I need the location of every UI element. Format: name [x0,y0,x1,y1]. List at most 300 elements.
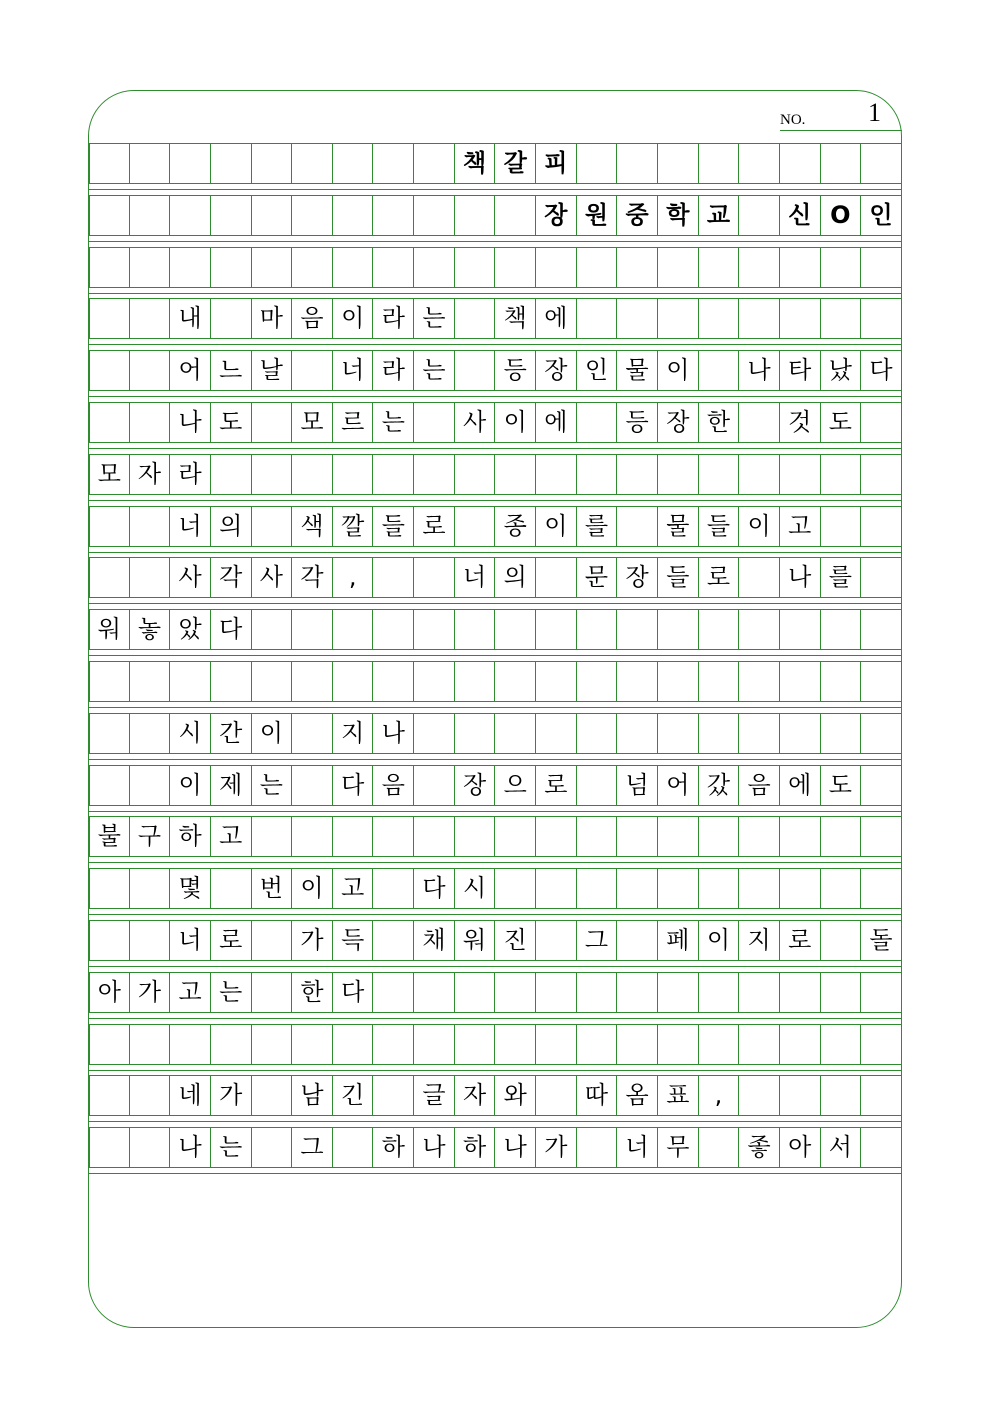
grid-line [89,805,902,806]
grid-cell [89,298,130,338]
grid-cell [699,454,740,494]
grid-cell: 에 [536,298,577,338]
grid-cell [252,1075,293,1115]
grid-cell: 가 [130,972,171,1012]
grid-cell: 것 [780,402,821,442]
grid-cell [577,816,618,856]
grid-line [89,287,902,288]
grid-cell: 들 [699,506,740,546]
grid-cell: 진 [495,920,536,960]
grid-line [89,552,902,553]
grid-cell [739,195,780,235]
grid-cell [780,713,821,753]
grid-cell [130,765,171,805]
grid-cell [780,1075,821,1115]
grid-cell: 등 [617,402,658,442]
grid-cell [292,765,333,805]
grid-cell [252,1127,293,1167]
grid-cell [373,557,414,597]
grid-cell [211,868,252,908]
grid-cell [455,816,496,856]
grid-cell: 사 [455,402,496,442]
grid-cell [333,247,374,287]
grid-cell [658,816,699,856]
grid-cell: 에 [536,402,577,442]
grid-cell [658,661,699,701]
grid-cell [89,1024,130,1064]
grid-cell: 그 [292,1127,333,1167]
grid-cell: 모 [89,454,130,494]
grid-cell [211,1024,252,1064]
grid-cell: 타 [780,350,821,390]
grid-cell [536,454,577,494]
grid-line [89,189,902,190]
grid-cell [170,143,211,183]
grid-cell [292,609,333,649]
grid-cell: 학 [658,195,699,235]
grid-cell [495,713,536,753]
grid-cell [414,143,455,183]
grid-cell [89,1127,130,1167]
grid-cell: 도 [821,765,862,805]
grid-cell: 아 [780,1127,821,1167]
grid-cell [414,557,455,597]
grid-cell: 으 [495,765,536,805]
grid-cell [739,1024,780,1064]
grid-cell [739,557,780,597]
grid-cell [577,298,618,338]
grid-cell [455,454,496,494]
grid-row [89,454,902,494]
grid-cell: 라 [170,454,211,494]
grid-cell [414,713,455,753]
grid-cell: 다 [861,350,902,390]
grid-cell [455,298,496,338]
grid-cell [739,661,780,701]
grid-cell [861,506,902,546]
grid-cell [455,713,496,753]
grid-cell [577,765,618,805]
grid-cell [577,1024,618,1064]
grid-cell: 고 [170,972,211,1012]
grid-cell [699,972,740,1012]
grid-cell: 깔 [333,506,374,546]
grid-cell: 번 [252,868,293,908]
grid-row [89,816,902,856]
grid-cell [373,1075,414,1115]
grid-cell [292,454,333,494]
grid-cell [130,195,171,235]
grid-cell [617,920,658,960]
grid-line [89,390,902,391]
grid-cell: 워 [455,920,496,960]
grid-line [89,914,902,915]
grid-cell [699,1127,740,1167]
grid-cell [536,816,577,856]
grid-cell: 돌 [861,920,902,960]
grid-cell [89,713,130,753]
grid-line [89,546,902,547]
grid-line [89,960,902,961]
grid-row [89,765,902,805]
grid-cell: 장 [658,402,699,442]
grid-cell: 고 [211,816,252,856]
grid-cell: 가 [536,1127,577,1167]
grid-cell [373,920,414,960]
grid-cell [739,298,780,338]
grid-cell [333,661,374,701]
grid-cell [699,661,740,701]
grid-cell: 가 [211,1075,252,1115]
grid-cell [536,247,577,287]
grid-cell: 이 [699,920,740,960]
grid-cell [414,765,455,805]
grid-cell: 지 [739,920,780,960]
grid-cell [821,1024,862,1064]
grid-cell: 몇 [170,868,211,908]
grid-cell: 로 [699,557,740,597]
grid-cell: 났 [821,350,862,390]
grid-cell [414,402,455,442]
grid-cell: 너 [617,1127,658,1167]
grid-row [89,1024,902,1064]
grid-cell [861,1024,902,1064]
grid-cell [211,454,252,494]
grid-cell: 이 [292,868,333,908]
grid-line [89,494,902,495]
grid-cell: 이 [252,713,293,753]
grid-cell [536,920,577,960]
grid-cell: 사 [252,557,293,597]
grid-cell [780,247,821,287]
grid-cell [373,972,414,1012]
grid-cell [536,972,577,1012]
grid-cell [658,868,699,908]
grid-cell: 무 [658,1127,699,1167]
grid-cell: 채 [414,920,455,960]
grid-line [89,442,902,443]
grid-row [89,972,902,1012]
grid-cell [861,816,902,856]
grid-cell [130,402,171,442]
grid-cell: 남 [292,1075,333,1115]
grid-cell: 장 [536,195,577,235]
grid-cell [495,972,536,1012]
grid-cell [373,661,414,701]
grid-cell [211,195,252,235]
grid-cell: 각 [211,557,252,597]
grid-cell [211,298,252,338]
grid-row [89,661,902,701]
grid-cell: 를 [577,506,618,546]
page-number-area [780,98,904,134]
grid-cell: 로 [211,920,252,960]
grid-cell: 신 [780,195,821,235]
grid-cell: 의 [495,557,536,597]
grid-cell: 았 [170,609,211,649]
grid-cell [373,247,414,287]
grid-cell [414,1024,455,1064]
grid-cell [617,298,658,338]
grid-cell: 모 [292,402,333,442]
grid-cell [373,1024,414,1064]
grid-cell: 너 [170,920,211,960]
grid-cell: 나 [414,1127,455,1167]
grid-cell [414,972,455,1012]
grid-cell: 음 [373,765,414,805]
grid-cell: 워 [89,609,130,649]
grid-cell [861,1075,902,1115]
grid-cell: 는 [414,298,455,338]
grid-cell [536,661,577,701]
grid-cell: 시 [455,868,496,908]
grid-line [89,1012,902,1013]
grid-cell: 아 [89,972,130,1012]
grid-cell: 다 [414,868,455,908]
grid-cell [821,713,862,753]
grid-line [89,396,902,397]
grid-cell [536,1075,577,1115]
page-number-underline [780,130,902,131]
grid-line [89,1173,902,1174]
grid-cell: 너 [455,557,496,597]
grid-cell: 서 [821,1127,862,1167]
grid-cell [577,454,618,494]
grid-cell: 글 [414,1075,455,1115]
grid-cell: 중 [617,195,658,235]
grid-cell [699,816,740,856]
grid-cell: 득 [333,920,374,960]
grid-cell: 이 [333,298,374,338]
grid-cell [617,868,658,908]
grid-cell: 장 [617,557,658,597]
grid-cell [861,868,902,908]
grid-cell [821,1075,862,1115]
grid-cell [414,609,455,649]
grid-cell [699,247,740,287]
grid-cell: 좋 [739,1127,780,1167]
grid-cell [739,1075,780,1115]
grid-cell [821,868,862,908]
grid-row [89,609,902,649]
grid-cell: 느 [211,350,252,390]
grid-cell [333,195,374,235]
grid-cell: 놓 [130,609,171,649]
grid-cell [211,661,252,701]
grid-line [89,908,902,909]
grid-line [89,856,902,857]
grid-line [89,344,902,345]
grid-cell: 고 [780,506,821,546]
grid-cell [414,247,455,287]
grid-cell [292,247,333,287]
grid-line [89,966,902,967]
grid-cell [333,1024,374,1064]
grid-cell [495,816,536,856]
grid-cell: 도 [821,402,862,442]
grid-cell: 갔 [699,765,740,805]
grid-line [89,862,902,863]
grid-cell [130,1127,171,1167]
grid-cell: 나 [373,713,414,753]
grid-cell [130,506,171,546]
grid-cell [89,661,130,701]
grid-cell [821,143,862,183]
grid-cell: 어 [658,765,699,805]
grid-cell: 는 [252,765,293,805]
grid-row [89,713,902,753]
grid-cell [252,609,293,649]
grid-line [89,753,902,754]
grid-cell [292,195,333,235]
grid-cell [130,713,171,753]
grid-cell: O [821,195,862,235]
grid-cell [495,868,536,908]
grid-line [89,235,902,236]
grid-line [89,701,902,702]
grid-cell [821,454,862,494]
grid-cell [373,868,414,908]
grid-cell [577,143,618,183]
grid-cell [861,557,902,597]
grid-cell [130,920,171,960]
grid-cell: 나 [170,1127,211,1167]
grid-line [89,603,902,604]
grid-cell: 페 [658,920,699,960]
grid-row [89,298,902,338]
grid-cell: 긴 [333,1075,374,1115]
grid-row [89,195,902,235]
grid-cell: 로 [780,920,821,960]
grid-cell [130,1075,171,1115]
grid-cell: 르 [333,402,374,442]
grid-cell: 가 [292,920,333,960]
grid-cell [861,972,902,1012]
grid-cell: 고 [333,868,374,908]
grid-cell [821,247,862,287]
grid-line [89,338,902,339]
grid-cell [658,713,699,753]
grid-cell [252,1024,293,1064]
grid-line [89,241,902,242]
grid-cell: , [333,557,374,597]
grid-cell [89,765,130,805]
grid-cell [414,661,455,701]
grid-cell [577,1127,618,1167]
grid-line [89,655,902,656]
grid-line [89,707,902,708]
grid-cell [699,609,740,649]
grid-cell [780,298,821,338]
grid-cell [617,816,658,856]
grid-cell: 다 [211,609,252,649]
grid-cell: 색 [292,506,333,546]
grid-cell [861,1127,902,1167]
grid-cell [861,454,902,494]
grid-cell [739,972,780,1012]
grid-cell: 피 [536,143,577,183]
grid-cell [252,920,293,960]
grid-cell [89,247,130,287]
grid-cell: 나 [495,1127,536,1167]
grid-cell: 다 [333,765,374,805]
grid-cell [699,713,740,753]
grid-cell [658,298,699,338]
grid-cell [414,816,455,856]
grid-cell [455,609,496,649]
grid-line [89,1070,902,1071]
grid-cell: 이 [658,350,699,390]
grid-cell [455,506,496,546]
grid-cell: 너 [170,506,211,546]
grid-cell [495,1024,536,1064]
grid-cell [617,609,658,649]
grid-cell: 다 [333,972,374,1012]
grid-cell [658,972,699,1012]
grid-cell [617,247,658,287]
grid-cell [495,661,536,701]
grid-cell: 표 [658,1075,699,1115]
grid-line [89,293,902,294]
grid-cell: 지 [333,713,374,753]
grid-cell [455,350,496,390]
grid-line [89,500,902,501]
grid-cell [292,350,333,390]
grid-cell [333,609,374,649]
grid-cell [170,661,211,701]
grid-cell: 인 [577,350,618,390]
grid-cell [699,1024,740,1064]
grid-cell: 하 [170,816,211,856]
grid-cell [130,143,171,183]
grid-cell: 장 [536,350,577,390]
grid-cell: 와 [495,1075,536,1115]
grid-row [89,557,902,597]
grid-cell [861,402,902,442]
grid-cell [536,557,577,597]
grid-cell: 시 [170,713,211,753]
grid-cell [739,609,780,649]
grid-cell: 한 [292,972,333,1012]
grid-cell [89,195,130,235]
grid-cell [252,972,293,1012]
grid-cell [780,1024,821,1064]
grid-cell [455,195,496,235]
grid-cell [89,350,130,390]
grid-cell [821,816,862,856]
grid-cell [252,816,293,856]
grid-cell [699,350,740,390]
grid-cell: 불 [89,816,130,856]
grid-cell [333,816,374,856]
grid-cell [414,454,455,494]
grid-cell [861,143,902,183]
grid-cell [658,454,699,494]
grid-cell: 종 [495,506,536,546]
grid-cell: 음 [739,765,780,805]
grid-cell [292,713,333,753]
grid-cell [780,609,821,649]
grid-cell [821,920,862,960]
grid-cell [89,920,130,960]
grid-cell [821,609,862,649]
grid-cell [170,1024,211,1064]
grid-line [89,1115,902,1116]
grid-cell [536,1024,577,1064]
grid-cell [333,454,374,494]
grid-cell [577,713,618,753]
grid-cell [414,195,455,235]
